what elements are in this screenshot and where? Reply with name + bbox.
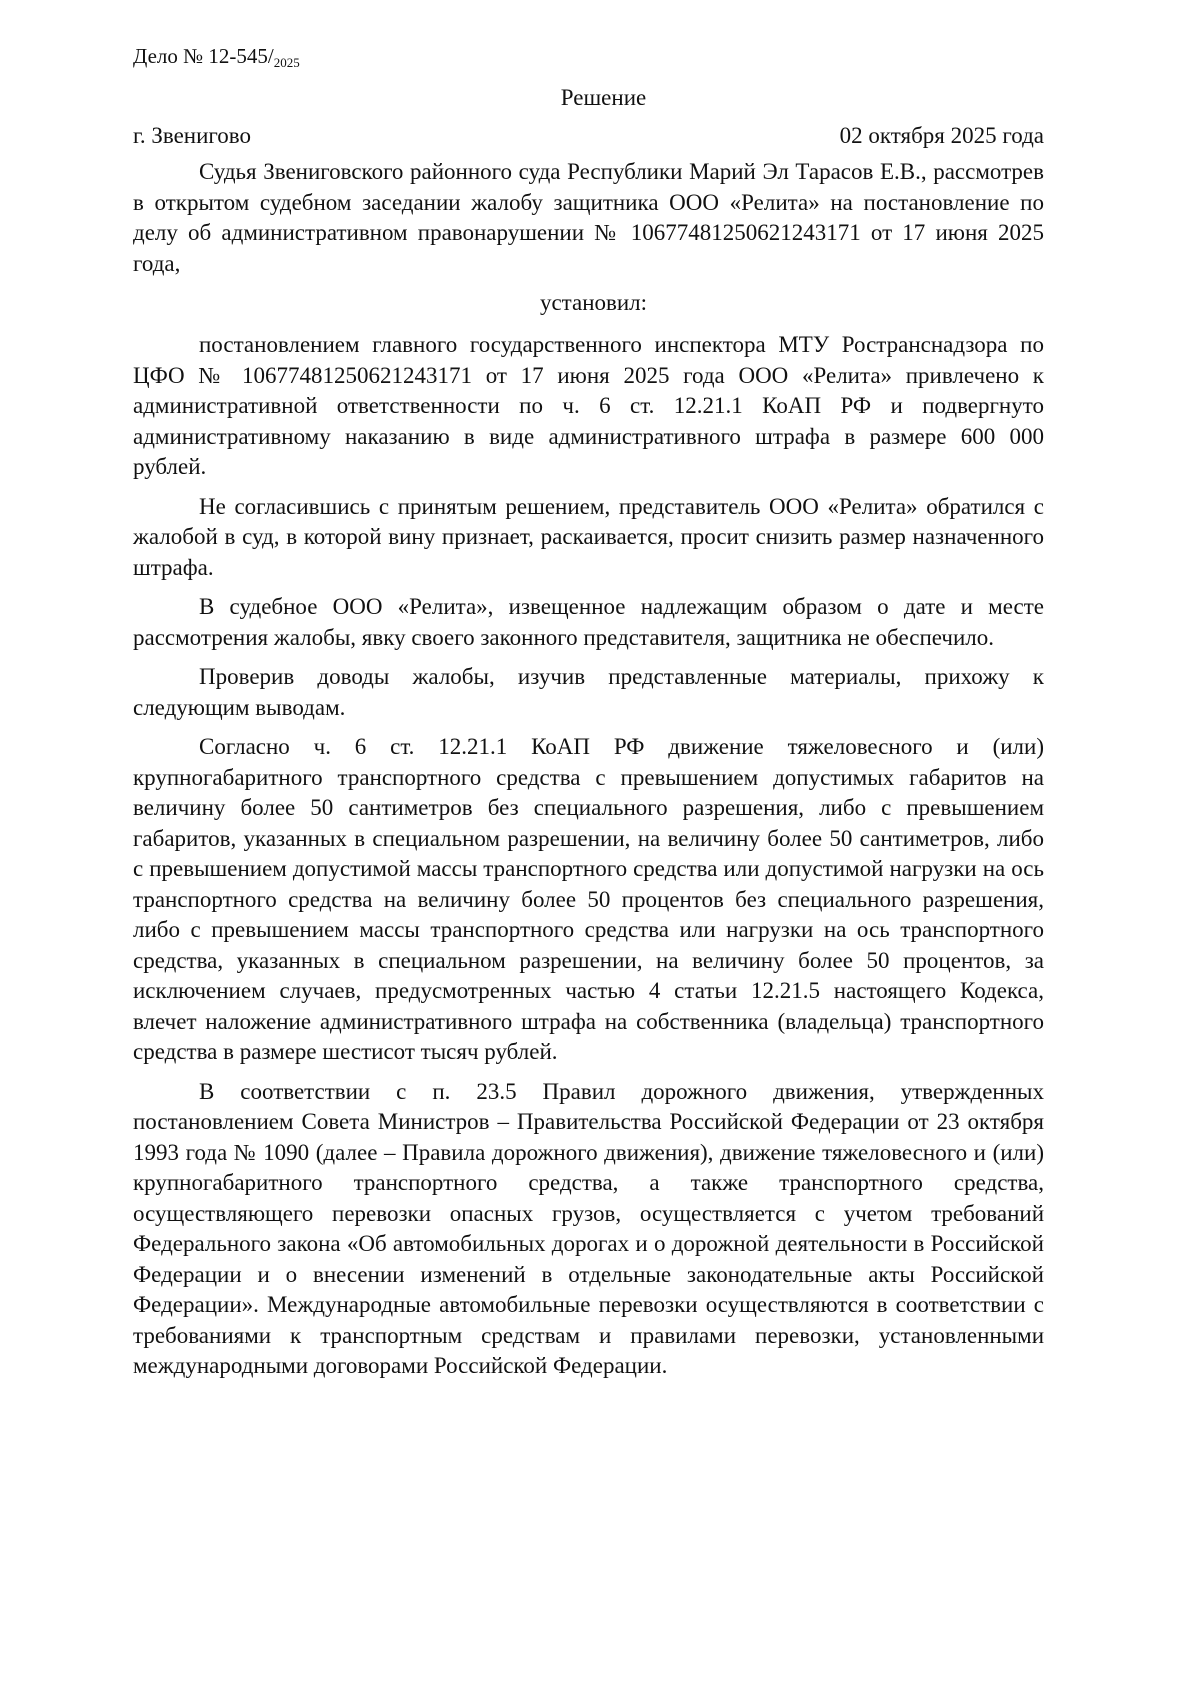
paragraph: В судебное ООО «Релита», извещенное надлежащим образом о дате и месте рассмотрения жалобы, явку своего законного представителя, защитника не обеспечило. [133,594,1044,650]
place-date-row [133,121,1044,151]
paragraph: Проверив доводы жалобы, изучив представленные материалы, прихожу к следующим выводам. [133,664,1044,720]
paragraph: Согласно ч. 6 ст. 12.21.1 КоАП РФ движение тяжеловесного и (или) крупногабаритного транспортного средства с превышением допустимых габаритов на величину более 50 сантиметров без специального разрешения, либо с превышением габаритов, указанных в специальном разрешении, на величину более 50 сантиметров, либо с превышением допустимой массы транспортного средства или допустимой нагрузки на ось транспортного средства на величину более 50 процентов без специального разрешения, либо с превышением массы транспортного средства или нагрузки на ось транспортного средства, указанных в специальном разрешении, на величину более 50 процентов, за исключением случаев, предусмотренных частью 4 статьи 12.21.5 настоящего Кодекса, влечет наложение административного штрафа на собственника (владельца) транспортного средства в размере шестисот тысяч рублей. [133,734,1044,1064]
section-heading: установил: [539,290,648,315]
case-number-prefix: Дело № 12-545/ [133,44,274,68]
decision-date: 02 октября 2025 года [839,123,1044,148]
intro-paragraph: Судья Звениговского районного суда Республики Марий Эл Тарасов Е.В., рассмотрев в открытом судебном заседании жалобу защитника ООО «Релита» на постановление по делу об административном правонарушении № 10677481250621243171 от 17 июня 2025 года, [133,159,1044,276]
case-number-year: 2025 [273,55,300,70]
document-page [133,42,1044,1391]
paragraph: постановлением главного государственного инспектора МТУ Ространснадзора по ЦФО № 10677481250621243171 от 17 июня 2025 года ООО «Релита» привлечено к административной ответственности по ч. 6 ст. 12.21.1 КоАП РФ и подвергнуто административному наказанию в виде административного штрафа в размере 600 000 рублей. [133,332,1044,479]
place: г. Звенигово [133,123,251,148]
paragraph: Не согласившись с принятым решением, представитель ООО «Релита» обратился с жалобой в суд, в которой вину признает, раскаивается, просит снизить размер назначенного штрафа. [133,493,1044,580]
paragraph: В соответствии с п. 23.5 Правил дорожного движения, утвержденных постановлением Совета Министров – Правительства Российской Федерации от 23 октября 1993 года № 1090 (далее – Правила дорожного движения), движение тяжеловесного и (или) крупногабаритного транспортного средства, а также транспортного средства, осуществляющего перевозки опасных грузов, осуществляется с учетом требований Федерального закона «Об автомобильных дорогах и о дорожной деятельности в Российской Федерации и о внесении изменений в отдельные законодательные акты Российской Федерации». Международные автомобильные перевозки осуществляются в соответствии с требованиями к транспортным средствам и правилами перевозки, установленными международными договорами Российской Федерации. [133,1078,1044,1378]
case-number [133,42,1044,77]
document-title: Решение [560,85,647,110]
